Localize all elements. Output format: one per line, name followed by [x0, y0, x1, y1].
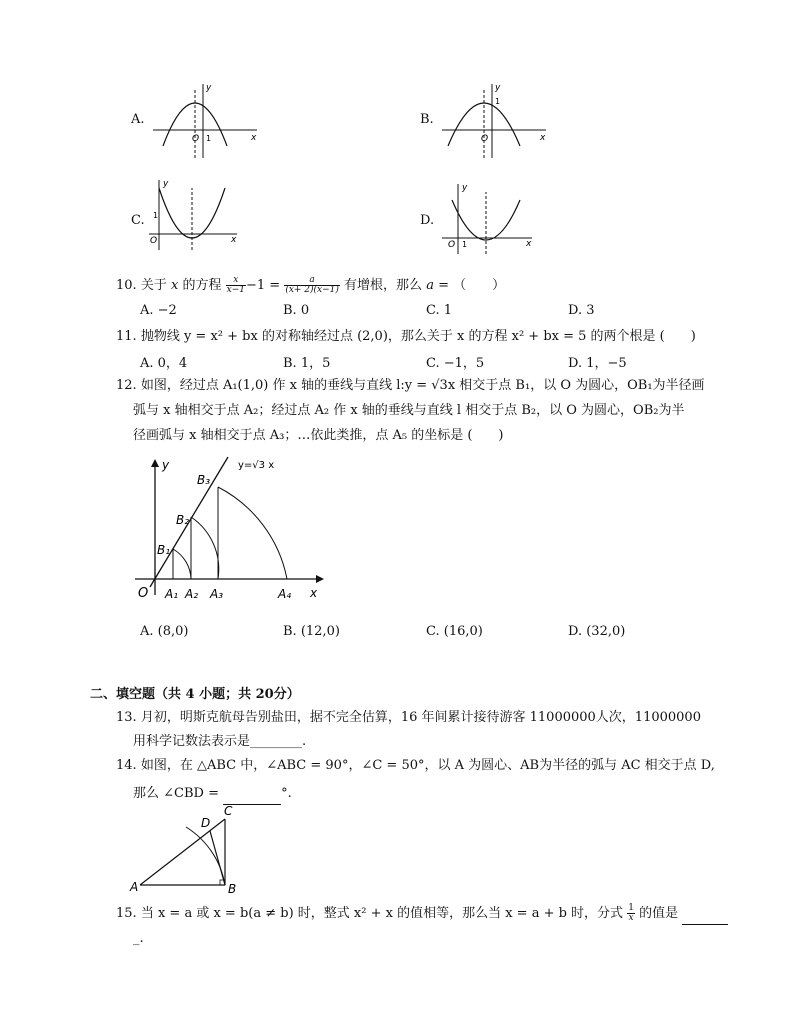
- q10-choice-b[interactable]: B. 0: [283, 303, 310, 318]
- q9-graph-b: [440, 80, 550, 160]
- q10-choice-d[interactable]: D. 3: [568, 303, 595, 318]
- q10-frac2-num: a: [284, 276, 340, 286]
- tick-label: 1: [462, 240, 468, 249]
- q13-line2: 用科学记数法表示是________.: [133, 734, 307, 749]
- line-label: y=√3 x: [238, 460, 275, 471]
- q14-number: 14.: [116, 758, 137, 773]
- q11-choice-a[interactable]: A. 0，4: [140, 356, 188, 371]
- q15-text-post: 的值是: [639, 906, 679, 921]
- label-a: A: [130, 880, 139, 894]
- q11-choice-b[interactable]: B. 1，5: [283, 356, 331, 371]
- q9-option-d: [420, 178, 550, 258]
- q10-text-post: 有增根，那么: [344, 278, 423, 293]
- origin-label: O: [138, 586, 149, 601]
- point-a3: A₃: [210, 587, 224, 601]
- q15-fraction: [627, 904, 635, 923]
- q15-text-pre: 当 x = a 或 x = b(a ≠ b) 时，整式 x² + x 的值相等，那么当 x = a + b 时，分式: [140, 906, 624, 921]
- q10-fraction-1: [226, 276, 246, 295]
- q12-number: 12.: [116, 378, 137, 393]
- q14-line2-pre: 那么 ∠CBD =: [133, 786, 219, 801]
- q11-text: 抛物线 y = x² + bx 的对称轴经过点 (2,0)，那么关于 x 的方程 x² + bx = 5 的两个根是 ( ): [140, 329, 696, 344]
- q10-a-eq: a =: [426, 278, 449, 293]
- y-axis-label: y: [462, 183, 468, 193]
- q15-number: 15.: [116, 906, 137, 921]
- y-axis-label: y: [162, 458, 170, 472]
- label-d: D: [201, 816, 211, 830]
- q11-choice-d[interactable]: D. 1，−5: [568, 356, 627, 371]
- y-axis-label: y: [163, 179, 169, 189]
- point-b3: B₃: [197, 473, 211, 487]
- question-11: [116, 327, 696, 347]
- q12-choice-d[interactable]: D. (32,0): [568, 624, 626, 639]
- origin-label: O: [150, 236, 158, 246]
- q14-line2: [133, 784, 292, 805]
- tick-label: 1: [153, 211, 159, 220]
- point-b1: B₁: [157, 543, 171, 557]
- q10-number: 10.: [116, 278, 137, 293]
- q10-frac1-den: x−1: [226, 285, 245, 295]
- origin-label: O: [192, 134, 200, 144]
- point-a4: A₄: [278, 587, 292, 601]
- q14-line2-post: °.: [281, 786, 292, 801]
- q10-frac1-num: x: [226, 276, 246, 286]
- q9-option-b: [420, 80, 550, 160]
- q10-choice-a[interactable]: A. −2: [140, 303, 177, 318]
- option-b-label: B.: [420, 112, 434, 127]
- origin-label: O: [481, 134, 489, 144]
- q10-text-mid: 的方程: [182, 278, 222, 293]
- q10-frac2-den: (x+ 2)(x−1): [285, 285, 339, 295]
- q10-minus-one: −1 =: [245, 278, 281, 293]
- q9-graph-d: [438, 182, 538, 257]
- q9-graph-a: [151, 80, 261, 160]
- point-a1: A₁: [165, 587, 179, 601]
- q10-fraction-2: [284, 276, 340, 295]
- question-15: [116, 904, 728, 925]
- x-axis-label: x: [540, 133, 546, 143]
- q15-frac-den: x: [628, 913, 634, 923]
- q15-trail: _.: [133, 931, 144, 946]
- q11-number: 11.: [116, 329, 137, 344]
- y-axis-label: y: [206, 83, 212, 93]
- q11-choice-c[interactable]: C. −1，5: [426, 356, 485, 371]
- option-c-label: C.: [131, 213, 145, 228]
- q12-line1: 如图，经过点 A₁(1,0) 作 x 轴的垂线与直线 l:y = √3x 相交于点 B₁，以 O 为圆心，OB₁为半径画: [140, 378, 705, 393]
- q10-choice-c[interactable]: C. 1: [426, 303, 453, 318]
- q9-option-c: [131, 178, 261, 258]
- q14-figure: [128, 805, 248, 897]
- point-a2: A₂: [185, 587, 199, 601]
- q12-line3: 径画弧与 x 轴相交于点 A₃；…依此类推，点 A₅ 的坐标是 ( ): [133, 428, 504, 443]
- q14-line1: 如图，在 △ABC 中，∠ABC = 90°，∠C = 50°，以 A 为圆心、AB为半径的弧与 AC 相交于点 D,: [140, 758, 715, 773]
- q12-choice-b[interactable]: B. (12,0): [283, 624, 340, 639]
- q15-answer-blank[interactable]: [682, 904, 728, 925]
- tick-label: 1: [206, 134, 212, 143]
- option-d-label: D.: [420, 213, 435, 228]
- question-10: [116, 276, 505, 296]
- q12-choice-a[interactable]: A. (8,0): [140, 624, 189, 639]
- x-axis-label: x: [231, 235, 237, 245]
- question-14: [116, 756, 715, 776]
- q13-line1: 月初，明斯克航母告别盐田，据不完全估算，16 年间累计接待游客 11000000人次，11000000: [140, 710, 701, 725]
- x-axis-label: x: [310, 586, 318, 600]
- q15-frac-num: 1: [628, 903, 634, 913]
- question-13: [116, 708, 701, 728]
- q12-choice-c[interactable]: C. (16,0): [426, 624, 483, 639]
- q10-var: x: [170, 278, 179, 293]
- option-a-label: A.: [131, 112, 145, 127]
- q13-number: 13.: [116, 710, 137, 725]
- x-axis-label: x: [251, 133, 257, 143]
- q12-line2: 弧与 x 轴相交于点 A₂；经过点 A₂ 作 x 轴的垂线与直线 l 相交于点 B₂，以 O 为圆心，OB₂为半: [133, 403, 685, 418]
- origin-label: O: [448, 240, 456, 250]
- x-axis-label: x: [526, 239, 532, 249]
- q12-figure: [130, 455, 330, 605]
- y-axis-label: y: [495, 83, 501, 93]
- label-b: B: [228, 882, 237, 896]
- question-12: [116, 376, 705, 396]
- q9-graph-c: [145, 178, 245, 253]
- q14-answer-blank[interactable]: [223, 784, 281, 805]
- point-b2: B₂: [176, 513, 190, 527]
- q9-option-a: [131, 80, 261, 160]
- section-title: 二、填空题（共 4 小题；共 20分）: [90, 687, 300, 702]
- label-c: C: [224, 805, 233, 818]
- q10-paren: （ ）: [453, 278, 506, 293]
- q10-text-pre: 关于: [140, 278, 167, 293]
- tick-label: 1: [495, 97, 501, 106]
